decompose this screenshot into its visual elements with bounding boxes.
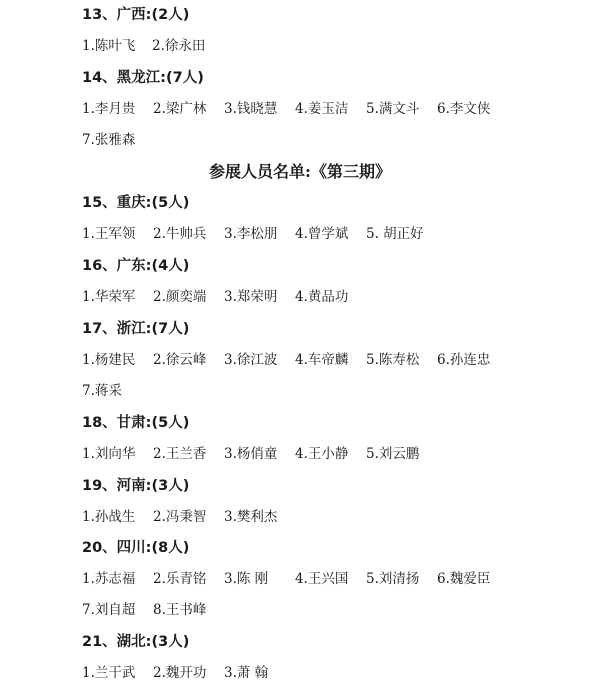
person-name: 6.魏爱臣 [437, 571, 491, 587]
names-line [82, 97, 490, 121]
person-name: 2.冯秉智 [153, 509, 207, 525]
person-name: 3.徐江波 [224, 352, 278, 368]
person-name: 7.刘自超 [82, 602, 136, 618]
section-heading-13: 13、广西:(2人) [82, 7, 190, 23]
person-name: 3.李松朋 [224, 226, 278, 242]
person-name: 3.郑荣明 [224, 289, 278, 305]
person-name: 2.徐永田 [152, 38, 206, 54]
person-name: 2.王兰香 [153, 446, 207, 462]
names-line [82, 285, 348, 309]
person-name: 5.刘云鹏 [366, 446, 420, 462]
person-name: 6.李文侠 [437, 101, 491, 117]
person-name: 4.车帝麟 [295, 352, 349, 368]
person-name: 5.刘清扬 [366, 571, 420, 587]
section-heading-17: 17、浙江:(7人) [82, 321, 190, 337]
person-name: 2.乐青铭 [153, 571, 207, 587]
person-name: 4.黄品功 [295, 289, 349, 305]
names-line [82, 442, 419, 466]
person-name: 2.颜奕端 [153, 289, 207, 305]
person-name: 1.陈叶飞 [82, 38, 136, 54]
period-title: 参展人员名单:《第三期》 [209, 162, 391, 181]
names-line [82, 505, 277, 529]
section-heading-18: 18、甘肃:(5人) [82, 415, 190, 431]
person-name: 3.杨俏童 [224, 446, 278, 462]
section-heading-21: 21、湖北:(3人) [82, 634, 190, 650]
names-line [82, 222, 424, 246]
person-name: 2.魏开功 [153, 665, 207, 681]
person-name: 1.杨建民 [82, 352, 136, 368]
person-name: 4.王小静 [295, 446, 349, 462]
person-name: 4.曾学斌 [295, 226, 349, 242]
person-name: 1.王军领 [82, 226, 136, 242]
person-name: 3.钱晓慧 [224, 101, 278, 117]
person-name: 4.王兴国 [295, 571, 349, 587]
section-heading-16: 16、广东:(4人) [82, 258, 190, 274]
names-line [82, 661, 268, 685]
person-name: 3.樊利杰 [224, 509, 278, 525]
person-name: 7.蒋采 [82, 383, 122, 399]
person-name: 5.满文斗 [366, 101, 420, 117]
section-heading-15: 15、重庆:(5人) [82, 195, 190, 211]
person-name: 3.陈 刚 [224, 571, 269, 587]
person-name: 8.王书峰 [153, 602, 207, 618]
names-line [82, 34, 205, 58]
person-name: 4.姜玉洁 [295, 101, 349, 117]
person-name: 7.张雅森 [82, 132, 136, 148]
person-name: 5. 胡正好 [366, 226, 424, 242]
person-name: 1.兰干武 [82, 665, 136, 681]
names-line [82, 128, 135, 152]
person-name: 1.刘向华 [82, 446, 136, 462]
names-line [82, 567, 490, 591]
person-name: 1.孙战生 [82, 509, 136, 525]
section-heading-19: 19、河南:(3人) [82, 478, 190, 494]
section-heading-20: 20、四川:(8人) [82, 540, 190, 556]
person-name: 3.萧 翰 [224, 665, 269, 681]
section-heading-14: 14、黑龙江:(7人) [82, 70, 204, 86]
person-name: 2.梁广林 [153, 101, 207, 117]
person-name: 6.孙连忠 [437, 352, 491, 368]
person-name: 1.李月贵 [82, 101, 136, 117]
person-name: 2.徐云峰 [153, 352, 207, 368]
names-line [82, 598, 206, 622]
person-name: 1.苏志福 [82, 571, 136, 587]
person-name: 2.牛帅兵 [153, 226, 207, 242]
names-line [82, 379, 122, 403]
person-name: 1.华荣军 [82, 289, 136, 305]
names-line [82, 348, 490, 372]
person-name: 5.陈寿松 [366, 352, 420, 368]
